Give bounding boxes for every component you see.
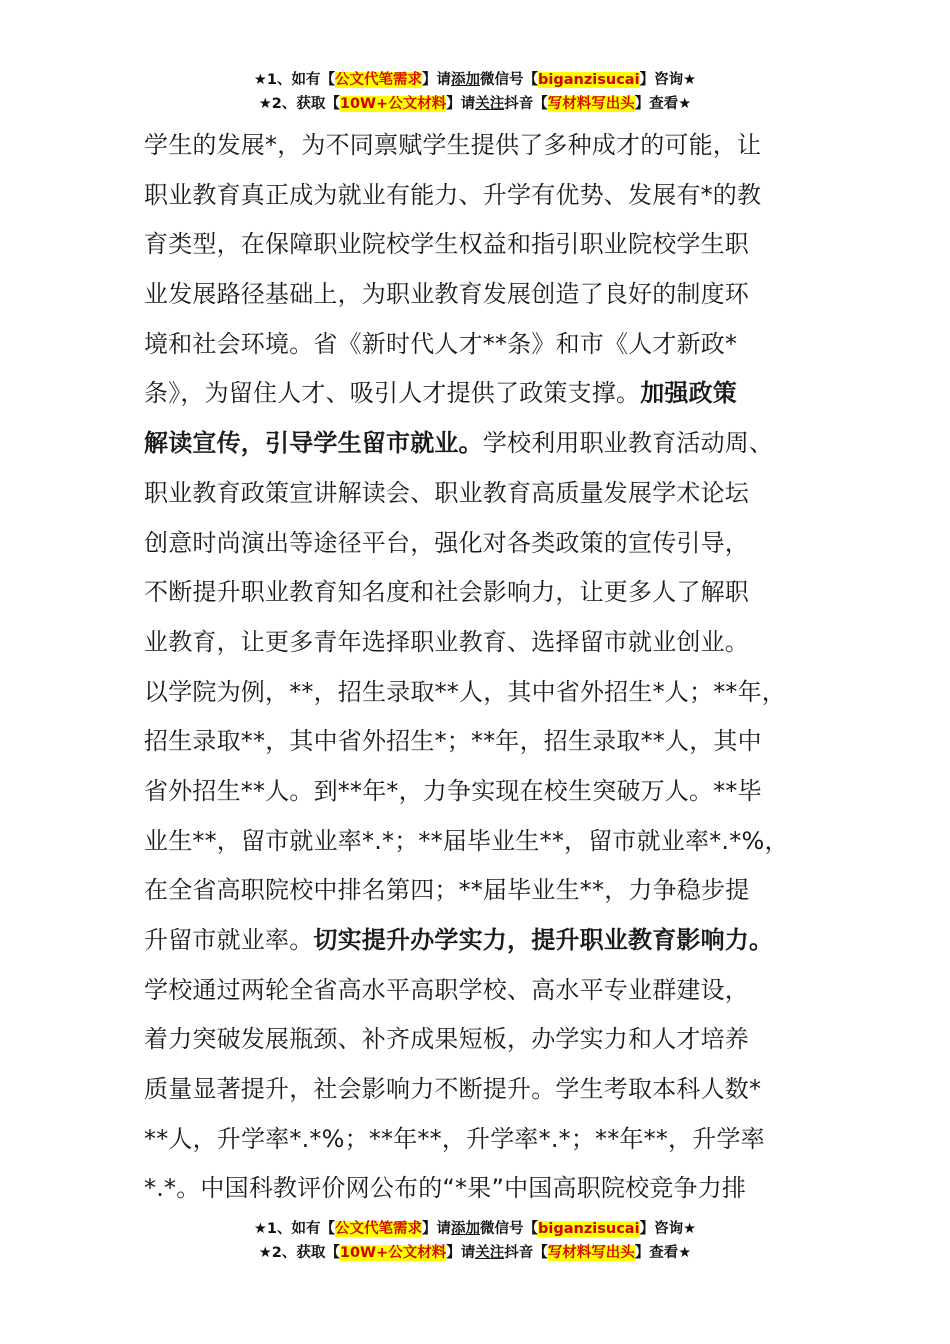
body-line: 在全省高职院校中排名第四；**届毕业生**，力争稳步提: [144, 876, 750, 905]
body-line: 学生的发展*，为不同禀赋学生提供了多种成才的可能，让: [144, 131, 762, 159]
banner-text: 】咨询★: [639, 72, 697, 88]
banner-text: 】咨询★: [639, 1221, 697, 1237]
body-line: 学校通过两轮全省高水平高职学校、高水平专业群建设，: [144, 975, 749, 1004]
body-line: 以学院为例，**，招生录取**人，其中省外招生*人；**年，: [144, 677, 786, 706]
highlight-service: 公文代笔需求: [335, 1221, 423, 1237]
body-line: [144, 369, 830, 419]
body-line: 质量显著提升，社会影响力不断提升。学生考取本科人数*: [144, 1075, 762, 1104]
banner-text: 】请: [422, 72, 452, 88]
body-line: 业发展路径基础上，为职业教育发展创造了良好的制度环: [144, 280, 749, 309]
section-heading: 加强政策: [640, 379, 738, 408]
highlight-wechat-id: biganzisucai: [538, 1221, 640, 1237]
highlight-materials: 10W+公文材料: [339, 1245, 447, 1261]
banner-text: 抖音【: [504, 96, 548, 112]
banner-text: 抖音【: [504, 1245, 548, 1261]
body-line: 业教育，让更多青年选择职业教育、选择留市就业创业。: [144, 627, 749, 656]
footer-banner: [0, 1217, 950, 1265]
banner-text: ★2、获取【: [258, 96, 340, 112]
header-banner: [0, 68, 950, 116]
banner-text: 添加: [451, 72, 481, 88]
body-line: 职业教育政策宣讲解读会、职业教育高质量发展学术论坛: [144, 478, 749, 507]
body-line: *.*。中国科教评价网公布的“*果”中国高职院校竞争力排: [144, 1174, 747, 1203]
body-line: 不断提升职业教育知名度和社会影响力，让更多人了解职: [144, 578, 749, 607]
banner-text: 】请: [422, 1221, 452, 1237]
highlight-douyin-account: 写材料写出头: [547, 1245, 635, 1261]
banner-line-2: [0, 92, 950, 116]
body-line: [144, 916, 830, 966]
banner-text: 】请: [446, 96, 476, 112]
banner-text: 】请: [446, 1245, 476, 1261]
highlight-service: 公文代笔需求: [335, 72, 423, 88]
banner-text: 微信号【: [480, 1221, 539, 1237]
banner-text: 关注: [475, 1245, 505, 1261]
highlight-materials: 10W+公文材料: [339, 96, 447, 112]
banner-text: ★1、如有【: [253, 1221, 336, 1237]
body-line: 职业教育真正成为就业有能力、升学有优势、发展有*的教: [144, 180, 762, 209]
banner-line-1: [0, 1217, 950, 1241]
banner-text: ★1、如有【: [253, 72, 336, 88]
banner-text: 关注: [475, 96, 505, 112]
banner-text: 】查看★: [634, 96, 692, 112]
body-line: 创意时尚演出等途径平台，强化对各类政策的宣传引导，: [144, 528, 749, 557]
banner-text: 微信号【: [480, 72, 539, 88]
body-text: 条》，为留住人才、吸引人才提供了政策支撑。: [144, 379, 641, 408]
body-line: [144, 419, 830, 469]
document-body: [144, 121, 830, 1214]
banner-line-2: [0, 1241, 950, 1265]
highlight-douyin-account: 写材料写出头: [547, 96, 635, 112]
body-line: 育类型，在保障职业院校学生权益和指引职业院校学生职: [144, 230, 749, 259]
body-text: 升留市就业率。: [144, 926, 314, 954]
banner-text: ★2、获取【: [258, 1245, 340, 1261]
body-line: 境和社会环境。省《新时代人才**条》和市《人才新政*: [144, 329, 738, 358]
banner-line-1: [0, 68, 950, 92]
body-line: 业生**，留市就业率*.*；**届毕业生**，留市就业率*.*%，: [144, 826, 789, 855]
section-heading: 切实提升办学实力，提升职业教育影响力。: [313, 926, 774, 954]
highlight-wechat-id: biganzisucai: [538, 72, 640, 88]
body-text: 学校利用职业教育活动周、: [482, 429, 774, 458]
body-line: 省外招生**人。到**年*，力争实现在校生突破万人。**毕: [144, 776, 762, 805]
banner-text: 添加: [451, 1221, 481, 1237]
body-line: 着力突破发展瓶颈、补齐成果短板，办学实力和人才培养: [144, 1025, 749, 1054]
body-line: **人，升学率*.*%；**年**，升学率*.*；**年**，升学率: [144, 1124, 765, 1153]
section-heading: 解读宣传，引导学生留市就业。: [144, 429, 483, 458]
body-line: 招生录取**，其中省外招生*；**年，招生录取**人，其中: [144, 727, 762, 756]
banner-text: 】查看★: [634, 1245, 692, 1261]
